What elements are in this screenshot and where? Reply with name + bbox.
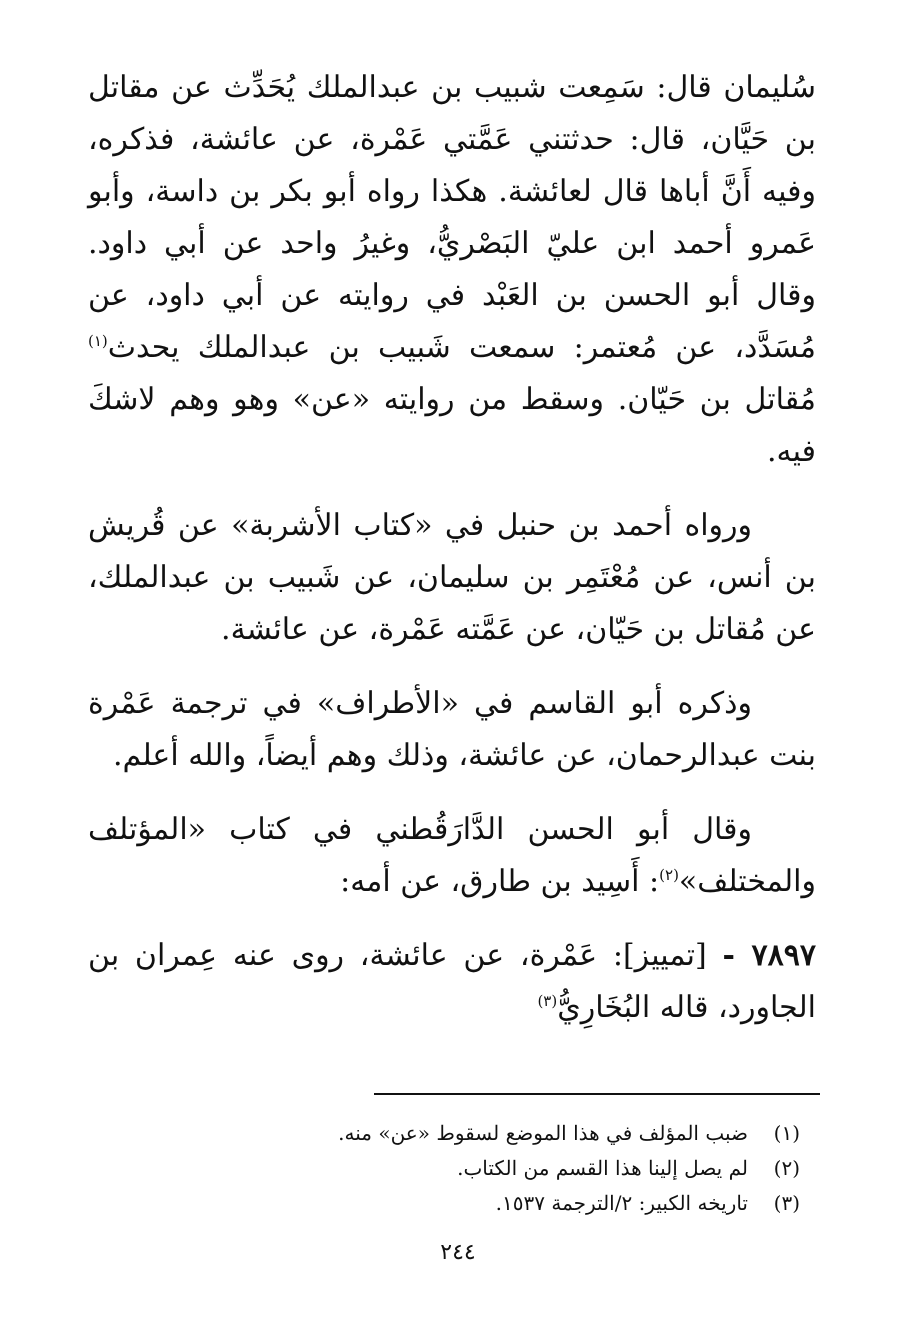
- footnotes: [150, 1116, 800, 1221]
- entry-number: ٧٨٩٧ -: [722, 938, 816, 973]
- footnote-text: لم يصل إلينا هذا القسم من الكتاب.: [457, 1156, 748, 1180]
- paragraph-4: [88, 804, 816, 908]
- footnote-mark: (١): [773, 1121, 800, 1145]
- footnote-divider: [374, 1093, 820, 1095]
- paragraph-2: ورواه أحمد بن حنبل في «كتاب الأشربة» عن قُريش بن أنس، عن مُعْتَمِر بن سليمان، عن شَبيب بن عبدالملك، عن مُقاتل بن حَيّان، عن عَمَّته عَمْرة، عن عائشة.: [88, 508, 816, 647]
- footnote-1: [150, 1116, 800, 1151]
- footnote-2: [150, 1151, 800, 1186]
- footnote-3: [150, 1186, 800, 1221]
- paragraph-4-text-cont: : أَسِيد بن طارق، عن أمه:: [340, 864, 660, 899]
- footnote-text: ضبب المؤلف في هذا الموضع لسقوط «عن» منه.: [338, 1121, 748, 1145]
- footnote-mark: (٣): [773, 1191, 800, 1215]
- entry-7897: [88, 930, 816, 1034]
- footnote-ref-1: (١): [88, 332, 108, 350]
- paragraph-1-text: سُليمان قال: سَمِعت شبيب بن عبدالملك يُحَدِّث عن مقاتل بن حَيَّان، قال: حدثتني عَمَّتي عَمْرة، عن عائشة، فذكره، وفيه أَنَّ أباها قال لعائشة. هكذا رواه أبو بكر بن داسة، وأبو عَمرو أحمد ابن عليّ البَصْريُّ، وغيرُ واحد عن أبي داود. وقال أبو الحسن بن العَبْد في روايته عن أبي داود، عن مُسَدَّد، عن مُعتمر: سمعت شَبيب بن عبدالملك يحدث: [88, 70, 816, 365]
- main-text: [88, 62, 816, 1056]
- footnote-text: تاريخه الكبير: ٢/الترجمة ١٥٣٧.: [495, 1191, 748, 1215]
- paragraph-3: وذكره أبو القاسم في «الأطراف» في ترجمة عَمْرة بنت عبدالرحمان، عن عائشة، وذلك وهم أيضاً، والله أعلم.: [88, 686, 816, 773]
- footnote-mark: (٢): [773, 1156, 800, 1180]
- paragraph-1-text-cont: مُقاتل بن حَيّان. وسقط من روايته «عن» وهو وهم لاشكَ فيه.: [88, 382, 816, 469]
- entry-text: [تمييز]: عَمْرة، عن عائشة، روى عنه عِمران بن الجاورد، قاله البُخَارِيُّ: [88, 938, 816, 1025]
- paragraph-1: [88, 62, 816, 478]
- paragraph-4-text: وقال أبو الحسن الدَّارَقُطني في كتاب «المؤتلف والمختلف»: [88, 812, 816, 899]
- footnote-ref-2: (٢): [659, 866, 679, 884]
- footnote-ref-3: (٣): [537, 992, 558, 1010]
- page-number: ٢٤٤: [440, 1240, 476, 1265]
